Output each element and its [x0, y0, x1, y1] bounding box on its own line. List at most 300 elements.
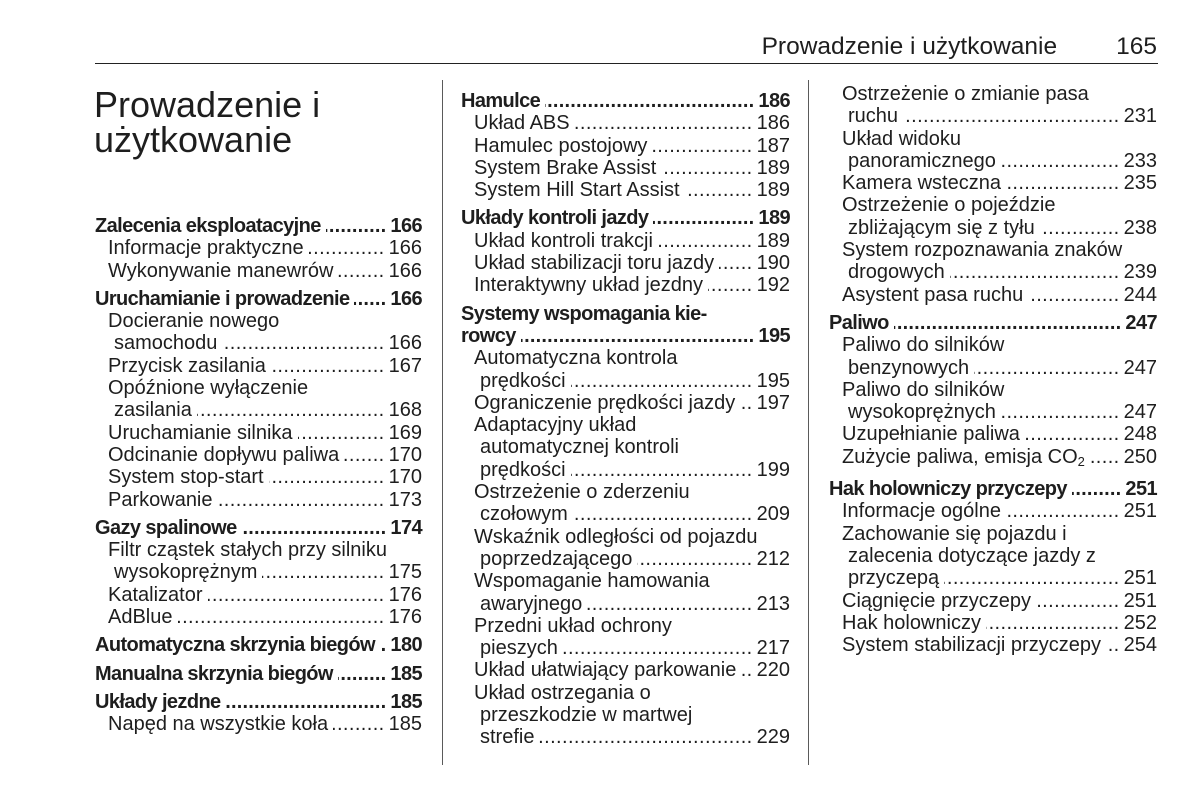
- entry-title: Opóźnione wyłączenie: [108, 377, 309, 400]
- entry-title-wrapper: [95, 288, 349, 310]
- entry-title-wrapper: [474, 481, 690, 503]
- toc-line: [108, 260, 422, 282]
- dot-leader: [344, 444, 384, 466]
- dot-leader: [222, 332, 384, 354]
- dot-leader: [950, 261, 1120, 283]
- dot-leader: [521, 325, 755, 347]
- toc-line: [474, 112, 790, 134]
- toc-line: [95, 663, 422, 685]
- toc-line: [842, 423, 1157, 445]
- toc-item: [95, 466, 422, 488]
- dot-leader: [298, 422, 385, 444]
- entry-title: zalecenia dotyczące jazdy z: [848, 544, 1096, 567]
- entry-title: awaryjnego: [480, 592, 583, 615]
- page-number: 189: [758, 207, 790, 230]
- page-number: 247: [1123, 356, 1157, 379]
- entry-title-wrapper: [480, 593, 582, 615]
- entry-title-wrapper: [108, 466, 264, 488]
- entry-title: Układ ułatwiający parkowanie: [474, 659, 737, 682]
- toc-item: [829, 194, 1157, 239]
- entry-title-wrapper: [474, 230, 653, 252]
- entry-title: Informacje praktyczne: [108, 237, 304, 260]
- dot-leader: [178, 606, 385, 628]
- toc-item: [829, 379, 1157, 424]
- page-number: 180: [390, 634, 422, 657]
- toc-line: [474, 459, 790, 481]
- toc-line: [842, 128, 1157, 150]
- toc-item: [829, 334, 1157, 379]
- entry-title-wrapper: [842, 172, 1001, 194]
- entry-title: Paliwo: [829, 311, 889, 334]
- dot-leader: [326, 215, 387, 237]
- toc-line: [108, 355, 422, 377]
- toc-line: [95, 634, 422, 656]
- entry-title-wrapper: [461, 325, 516, 347]
- entry-title-wrapper: [480, 503, 568, 525]
- page-number: 247: [1125, 311, 1157, 334]
- dot-leader: [1006, 500, 1120, 522]
- dot-leader: [218, 489, 385, 511]
- dot-leader: [1001, 401, 1120, 423]
- entry-title: Zalecenia eksploatacyjne: [95, 215, 321, 237]
- entry-title: zasilania: [114, 399, 192, 422]
- entry-title: Hamulce: [461, 90, 541, 112]
- entry-title: Hamulec postojowy: [474, 134, 648, 157]
- entry-title-wrapper: [114, 561, 257, 583]
- dot-leader: [637, 548, 752, 570]
- entry-title-wrapper: [108, 377, 308, 399]
- toc-line: [108, 377, 422, 399]
- toc-line: [842, 545, 1157, 567]
- entry-title: benzynowych: [848, 356, 970, 379]
- dot-leader: [894, 312, 1122, 334]
- page-number: 186: [758, 90, 790, 112]
- dot-leader: [1001, 150, 1120, 172]
- toc-line: [474, 274, 790, 296]
- dot-leader: [587, 593, 752, 615]
- dot-leader: [653, 207, 754, 229]
- entry-title-wrapper: [848, 105, 898, 127]
- entry-title-wrapper: [848, 150, 996, 172]
- entry-title-wrapper: [95, 663, 333, 685]
- entry-title: rowcy: [461, 324, 516, 347]
- toc-line: [108, 561, 422, 583]
- entry-title-wrapper: [461, 303, 707, 325]
- dot-leader: [539, 726, 752, 748]
- entry-title-wrapper: [474, 526, 758, 548]
- entry-title: Uzupełnianie paliwa: [842, 423, 1020, 446]
- toc-line: [842, 105, 1157, 127]
- entry-title-wrapper: [108, 310, 279, 332]
- page-number: 213: [756, 592, 790, 615]
- entry-title: Odcinanie dopływu paliwa: [108, 443, 340, 466]
- page-number: 190: [756, 252, 790, 275]
- toc-line: [829, 312, 1157, 334]
- toc-item: [95, 539, 422, 584]
- dot-leader: [563, 637, 753, 659]
- toc-line: [474, 230, 790, 252]
- entry-title: Wskaźnik odległości od pojazdu: [474, 525, 758, 548]
- page-number: 199: [756, 458, 790, 481]
- entry-title-wrapper: [480, 459, 566, 481]
- toc-line: [461, 303, 790, 325]
- page-number: 231: [1123, 105, 1157, 128]
- toc-line: [842, 284, 1157, 306]
- entry-title: Układy kontroli jazdy: [461, 207, 649, 230]
- entry-title-wrapper: [848, 217, 1035, 239]
- toc-section: [95, 517, 422, 539]
- page-number: 166: [388, 237, 422, 260]
- dot-leader: [338, 663, 387, 685]
- toc-line: [108, 237, 422, 259]
- page-number: 235: [1123, 172, 1157, 195]
- entry-title: Układy jezdne: [95, 690, 221, 713]
- page-number: 254: [1123, 634, 1157, 657]
- entry-title: Przycisk zasilania: [108, 354, 266, 377]
- dot-leader: [1025, 423, 1120, 445]
- entry-title-wrapper: [114, 399, 192, 421]
- entry-title: Informacje ogólne: [842, 500, 1001, 523]
- dot-leader: [1090, 446, 1120, 468]
- entry-title: ruchu: [848, 105, 899, 128]
- toc-line: [474, 704, 790, 726]
- column-divider: [442, 80, 443, 765]
- entry-title-wrapper: [474, 157, 656, 179]
- toc-section: [95, 288, 422, 310]
- entry-title-wrapper: [480, 370, 566, 392]
- chapter-title: Prowadzenie i użytkowanie: [94, 84, 321, 160]
- toc-line: [461, 90, 790, 112]
- entry-title: samochodu: [114, 332, 218, 355]
- page-number: 168: [388, 399, 422, 422]
- entry-title: Układ ostrzegania o: [474, 681, 651, 704]
- page-number: 176: [388, 606, 422, 629]
- entry-title-wrapper: [474, 274, 703, 296]
- entry-title-wrapper: [480, 436, 679, 458]
- entry-title: poprzedzającego: [480, 547, 633, 570]
- page-number: 217: [756, 637, 790, 660]
- dot-leader: [575, 112, 753, 134]
- toc-line: [474, 503, 790, 525]
- toc-line: [474, 682, 790, 704]
- entry-title: Gazy spalinowe: [95, 516, 237, 539]
- entry-title: System rozpoznawania znaków: [842, 239, 1123, 262]
- dot-leader: [1040, 217, 1120, 239]
- entry-title-wrapper: [848, 357, 969, 379]
- toc-line: [842, 567, 1157, 589]
- page-number: 250: [1123, 445, 1157, 468]
- toc-item: [829, 590, 1157, 612]
- entry-title: Ciągnięcie przyczepy: [842, 589, 1031, 612]
- page-number: 239: [1123, 261, 1157, 284]
- entry-title-wrapper: [474, 392, 735, 414]
- entry-title-wrapper: [474, 615, 672, 637]
- dot-leader: [658, 230, 753, 252]
- toc-line: [95, 215, 422, 237]
- entry-title-wrapper: [480, 704, 692, 726]
- entry-title: automatycznej kontroli: [480, 436, 679, 459]
- page-number: 195: [758, 324, 790, 347]
- entry-title-wrapper: [842, 612, 981, 634]
- entry-title-wrapper: [474, 414, 636, 436]
- toc-line: [474, 593, 790, 615]
- toc-line: [842, 379, 1157, 401]
- toc-section: [829, 478, 1157, 500]
- toc-item: [829, 612, 1157, 634]
- entry-title-wrapper: [480, 726, 534, 748]
- entry-title-wrapper: [842, 239, 1122, 261]
- dot-leader: [708, 274, 753, 296]
- toc-line: [474, 347, 790, 369]
- toc-line: [474, 252, 790, 274]
- toc-line: [842, 523, 1157, 545]
- dot-leader: [741, 659, 752, 681]
- toc-line: [108, 422, 422, 444]
- page-number: 229: [756, 726, 790, 749]
- entry-title-wrapper: [474, 135, 647, 157]
- toc-line: [108, 606, 422, 628]
- toc-item: [95, 422, 422, 444]
- entry-title-wrapper: [842, 423, 1020, 445]
- toc-line: [108, 466, 422, 488]
- page-number: 252: [1123, 611, 1157, 634]
- toc-column-3: [829, 83, 1157, 656]
- page-number: 185: [390, 662, 422, 685]
- dot-leader: [545, 90, 754, 112]
- entry-title: Ograniczenie prędkości jazdy: [474, 391, 736, 414]
- toc-line: [842, 172, 1157, 194]
- entry-title: System stabilizacji przyczepy: [842, 634, 1101, 657]
- toc-item: [461, 230, 790, 252]
- page-number: 251: [1123, 567, 1157, 590]
- toc-line: [842, 634, 1157, 656]
- dot-leader: [740, 392, 752, 414]
- entry-title: Filtr cząstek stałych przy silniku: [108, 539, 387, 562]
- dot-leader: [986, 612, 1120, 634]
- toc-line: [95, 691, 422, 713]
- toc-column-2: [461, 90, 790, 749]
- toc-item: [829, 446, 1157, 472]
- page-number: 189: [756, 229, 790, 252]
- toc-item: [461, 157, 790, 179]
- entry-title: Kamera wsteczna: [842, 172, 1001, 195]
- dot-leader: [571, 370, 753, 392]
- toc-item: [829, 172, 1157, 194]
- toc-item: [95, 584, 422, 606]
- toc-item: [95, 355, 422, 377]
- entry-title: Uruchamianie silnika: [108, 421, 293, 444]
- toc-section: [95, 634, 422, 656]
- entry-title: panoramicznego: [848, 149, 996, 172]
- toc-line: [842, 590, 1157, 612]
- page-number: 195: [756, 369, 790, 392]
- entry-title-wrapper: [829, 312, 889, 334]
- entry-title-wrapper: [842, 334, 1004, 356]
- toc-line: [842, 612, 1157, 634]
- entry-title: czołowym: [480, 503, 568, 526]
- toc-item: [461, 252, 790, 274]
- toc-line: [474, 570, 790, 592]
- page-number: 166: [388, 332, 422, 355]
- toc-item: [95, 260, 422, 282]
- entry-title-wrapper: [95, 215, 321, 237]
- dot-leader: [380, 634, 386, 656]
- dot-leader: [269, 466, 385, 488]
- page-number: 175: [388, 561, 422, 584]
- toc-item: [461, 347, 790, 392]
- entry-title: przeszkodzie w martwej: [480, 704, 693, 727]
- page-number: 212: [756, 547, 790, 570]
- page-number: 251: [1123, 589, 1157, 612]
- page-number: 176: [388, 583, 422, 606]
- toc-item: [829, 128, 1157, 173]
- dot-leader: [974, 357, 1119, 379]
- entry-title: wysokoprężnych: [848, 401, 996, 424]
- entry-title: zbliżającym się z tyłu: [848, 216, 1035, 239]
- page-number: 187: [756, 134, 790, 157]
- entry-title: Systemy wspomagania kie-: [461, 302, 707, 325]
- entry-title-wrapper: [95, 691, 221, 713]
- entry-title-wrapper: [95, 634, 375, 656]
- toc-line: [474, 637, 790, 659]
- entry-title-wrapper: [848, 567, 939, 589]
- page-number: 166: [388, 259, 422, 282]
- entry-title-wrapper: [842, 523, 1067, 545]
- entry-title: Napęd na wszystkie koła: [108, 713, 329, 736]
- entry-title: Manualna skrzynia biegów: [95, 662, 333, 685]
- toc-line: [461, 325, 790, 347]
- toc-column-1: [95, 215, 422, 736]
- page-number: 189: [756, 179, 790, 202]
- entry-title-wrapper: [474, 659, 736, 681]
- dot-leader: [652, 135, 752, 157]
- toc-line: [108, 489, 422, 511]
- entry-title-wrapper: [474, 112, 570, 134]
- entry-title-wrapper: [842, 284, 1023, 306]
- toc-item: [829, 239, 1157, 284]
- toc-item: [95, 713, 422, 735]
- toc-item: [461, 392, 790, 414]
- entry-title: Układ widoku: [842, 127, 961, 150]
- entry-title-wrapper: [474, 570, 710, 592]
- entry-title-wrapper: [848, 401, 996, 423]
- toc-item: [461, 526, 790, 571]
- entry-title: Układ stabilizacji toru jazdy: [474, 252, 715, 275]
- page-number: 209: [756, 503, 790, 526]
- toc-line: [842, 239, 1157, 261]
- entry-title: Układ ABS: [474, 112, 570, 135]
- toc-section: [95, 691, 422, 713]
- entry-title: Adaptacyjny układ: [474, 414, 637, 437]
- dot-leader: [1072, 478, 1122, 500]
- entry-title-wrapper: [108, 237, 304, 259]
- entry-title-wrapper: [480, 548, 632, 570]
- entry-title-wrapper: [108, 422, 293, 444]
- toc-section: [829, 312, 1157, 334]
- toc-line: [474, 726, 790, 748]
- toc-item: [829, 83, 1157, 128]
- page-number: 238: [1123, 216, 1157, 239]
- toc-line: [474, 659, 790, 681]
- entry-title: Hak holowniczy przyczepy: [829, 478, 1067, 501]
- entry-title-wrapper: [842, 83, 1089, 105]
- entry-title: Ostrzeżenie o pojeździe: [842, 194, 1056, 217]
- toc-item: [461, 659, 790, 681]
- entry-title-wrapper: [480, 637, 558, 659]
- dot-leader: [338, 260, 384, 282]
- toc-item: [461, 682, 790, 749]
- toc-line: [474, 370, 790, 392]
- entry-title: strefie: [480, 726, 535, 749]
- toc-line: [461, 207, 790, 229]
- entry-title: System Hill Start Assist: [474, 179, 680, 202]
- entry-title-wrapper: [848, 545, 1096, 567]
- dot-leader: [944, 567, 1119, 589]
- toc-line: [474, 392, 790, 414]
- page-number: 166: [390, 215, 422, 237]
- subscript: 2: [1077, 453, 1085, 469]
- toc-line: [474, 526, 790, 548]
- entry-title: Ostrzeżenie o zderzeniu: [474, 481, 690, 504]
- entry-title: Wykonywanie manewrów: [108, 259, 334, 282]
- entry-title: prędkości: [480, 458, 566, 481]
- dot-leader: [271, 355, 385, 377]
- toc-line: [842, 334, 1157, 356]
- entry-title: prędkości: [480, 369, 566, 392]
- toc-item: [461, 274, 790, 296]
- page-number: 167: [388, 354, 422, 377]
- toc-line: [95, 288, 422, 310]
- entry-title-wrapper: [474, 347, 677, 369]
- dot-leader: [573, 503, 753, 525]
- toc-item: [95, 444, 422, 466]
- dot-leader: [208, 584, 385, 606]
- entry-title-wrapper: [108, 584, 203, 606]
- entry-title-wrapper: [842, 194, 1055, 216]
- toc-item: [829, 500, 1157, 522]
- entry-title-wrapper: [114, 332, 217, 354]
- entry-title-wrapper: [474, 252, 714, 274]
- entry-title: pieszych: [480, 637, 558, 660]
- toc-line: [474, 615, 790, 637]
- page-number: 174: [390, 516, 422, 539]
- entry-title: Parkowanie: [108, 488, 213, 511]
- entry-title-wrapper: [474, 682, 651, 704]
- entry-title: Automatyczna skrzynia biegów: [95, 634, 375, 657]
- page-number: 251: [1125, 478, 1157, 501]
- column-divider: [808, 80, 809, 765]
- entry-title: System Brake Assist: [474, 156, 657, 179]
- entry-title: Paliwo do silników: [842, 334, 1005, 357]
- toc-line: [842, 83, 1157, 105]
- entry-title-wrapper: [108, 260, 333, 282]
- page-number: 185: [390, 690, 422, 713]
- entry-title: Asystent pasa ruchu: [842, 283, 1024, 306]
- entry-title: Uruchamianie i prowadzenie: [95, 287, 350, 310]
- entry-title-wrapper: [108, 444, 339, 466]
- toc-item: [461, 615, 790, 660]
- entry-title: Docieranie nowego: [108, 310, 280, 333]
- entry-title: Katalizator: [108, 583, 203, 606]
- entry-title: Automatyczna kontrola: [474, 347, 678, 370]
- page-number: 173: [388, 488, 422, 511]
- dot-leader: [571, 459, 753, 481]
- entry-title: Zachowanie się pojazdu i: [842, 522, 1067, 545]
- page-number: 185: [388, 713, 422, 736]
- entry-title: drogowych: [848, 261, 945, 284]
- entry-title: Interaktywny układ jezdny: [474, 274, 704, 297]
- dot-leader: [354, 288, 386, 310]
